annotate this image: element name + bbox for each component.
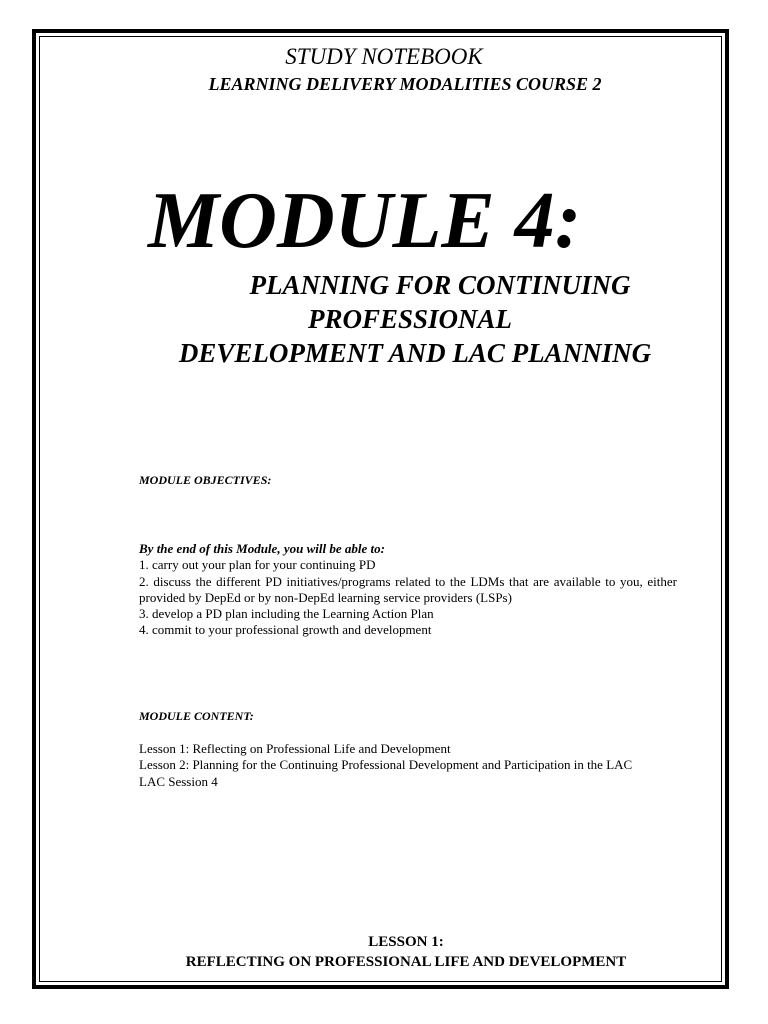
module-subtitle-line-2: PROFESSIONAL [307, 304, 513, 334]
objectives-list [139, 541, 677, 639]
objectives-heading: MODULE OBJECTIVES: [139, 473, 272, 487]
module-subtitle-line-3: DEVELOPMENT AND LAC PLANNING [178, 338, 652, 368]
objective-item-2: 2. discuss the different PD initiatives/programs related to the LDMs that are available to you, either provided by DepEd or by non-DepEd learning service providers (LSPs) [139, 573, 677, 605]
notebook-title: STUDY NOTEBOOK [285, 44, 483, 69]
objectives-intro: By the end of this Module, you will be able to: [139, 541, 385, 556]
lesson-heading [0, 932, 768, 972]
module-subtitle-line-1: PLANNING FOR CONTINUING [249, 270, 631, 300]
objective-item-3: 3. develop a PD plan including the Learning Action Plan [139, 606, 434, 622]
content-list [139, 741, 677, 790]
objective-item-1: 1. carry out your plan for your continuing PD [139, 557, 376, 573]
module-subtitle [120, 268, 710, 370]
lesson-title: REFLECTING ON PROFESSIONAL LIFE AND DEVELOPMENT [185, 954, 627, 970]
lesson-label: LESSON 1: [368, 934, 444, 950]
content-item-1: Lesson 1: Reflecting on Professional Life and Development [139, 741, 451, 756]
content-item-3: LAC Session 4 [139, 773, 218, 789]
module-number-title: MODULE 4: [148, 177, 582, 265]
content-item-2: Lesson 2: Planning for the Continuing Professional Development and Participation in the LAC [139, 757, 633, 773]
course-title: LEARNING DELIVERY MODALITIES COURSE 2 [208, 74, 602, 94]
objective-item-4: 4. commit to your professional growth and development [139, 622, 432, 638]
content-heading: MODULE CONTENT: [139, 709, 254, 723]
